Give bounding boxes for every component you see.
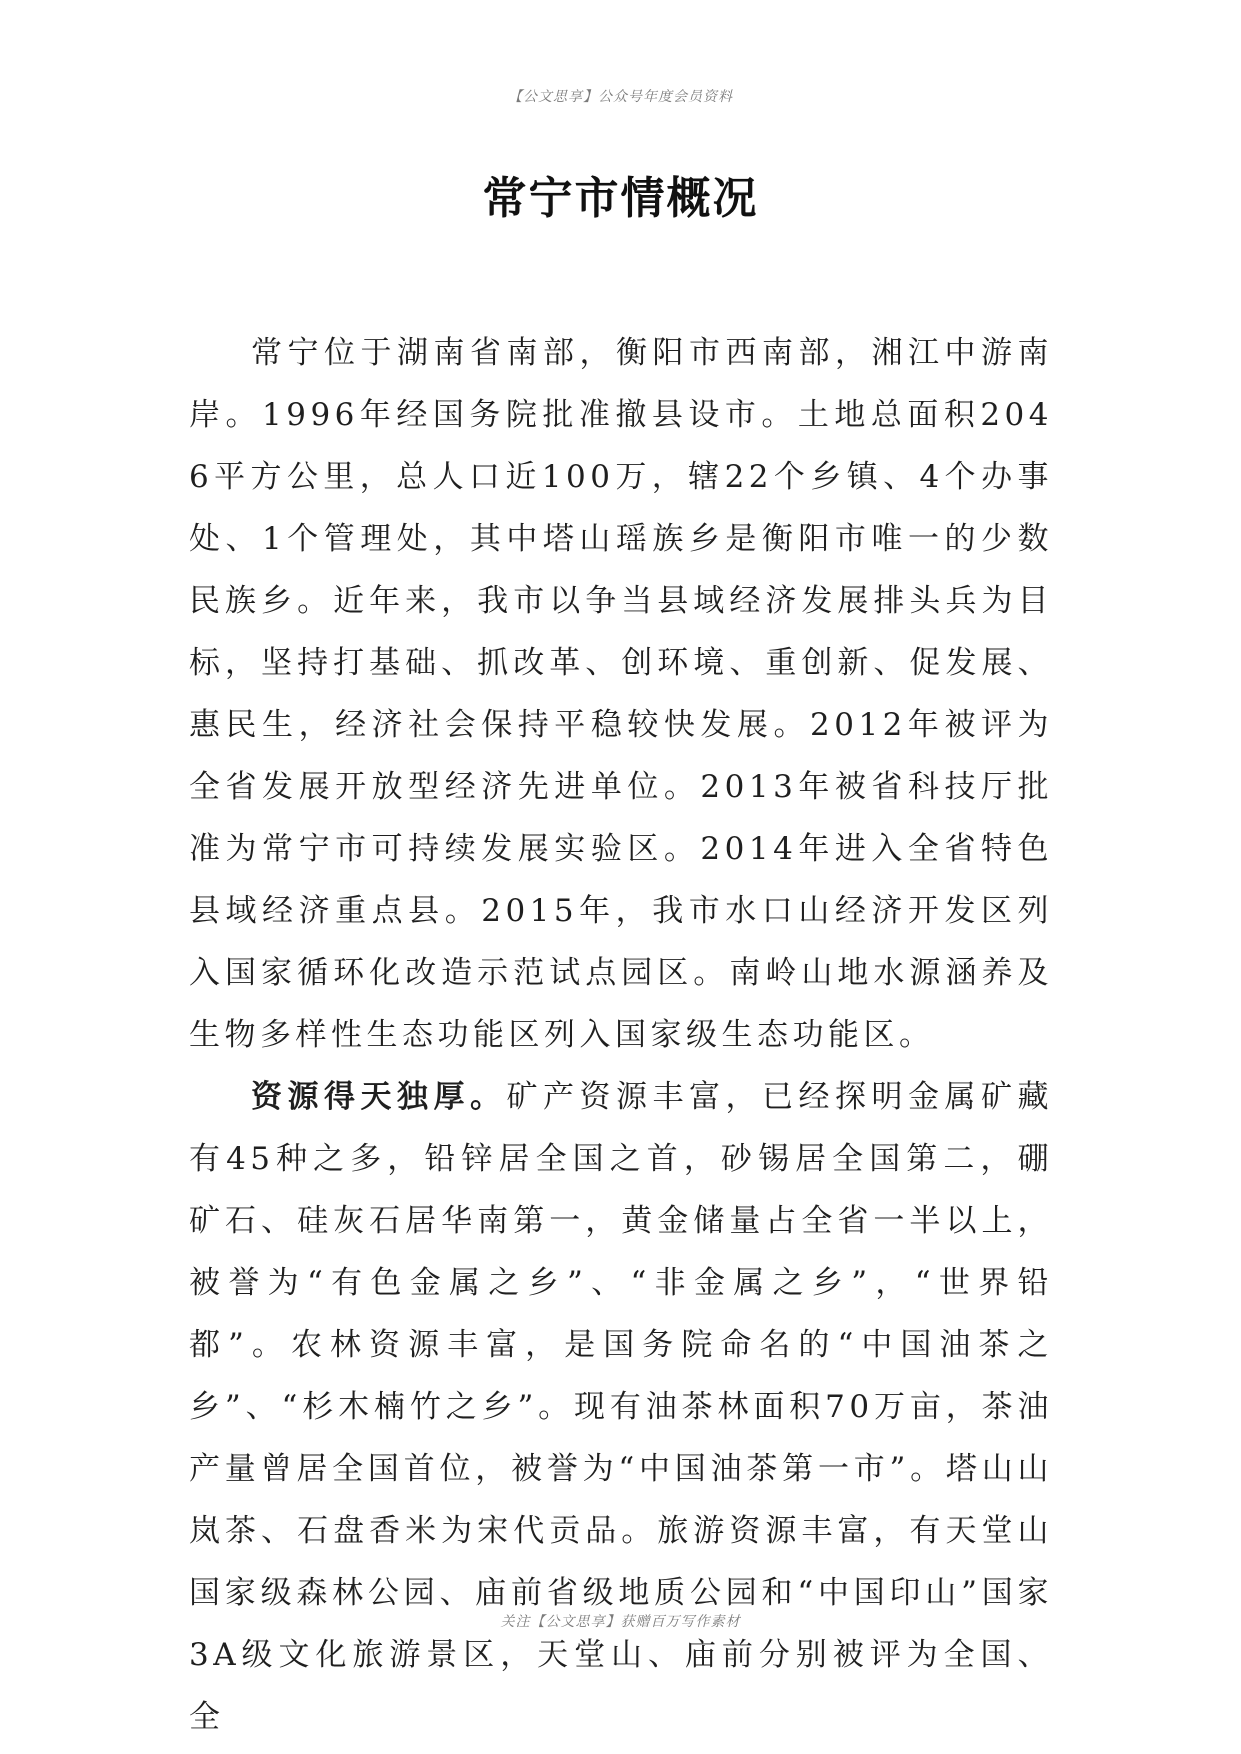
page-title: 常宁市情概况 bbox=[482, 173, 759, 224]
paragraph-text: 矿产资源丰富，已经探明金属矿藏有45种之多，铅锌居全国之首，砂锡居全国第二，硼矿石、硅灰石居华南第一，黄金储量占全省一半以上，被誉为“有色金属之乡”、“非金属之乡”，“世界铅都”。农林资源丰富，是国务院命名的“中国油茶之乡”、“杉木楠竹之乡”。现有油茶林面积70万亩，茶油产量曾居全国首位，被誉为“中国油茶第一市”。塔山山岚茶、石盘香米为宋代贡品。旅游资源丰富，有天堂山国家级森林公园、庙前省级地质公园和“中国印山”国家3A级文化旅游景区，天堂山、庙前分别被评为全国、全 bbox=[189, 1079, 1053, 1735]
paragraph-resources bbox=[189, 1066, 1053, 1748]
header-note: 【公文思享】公众号年度会员资料 bbox=[508, 89, 733, 105]
paragraph-lead: 资源得天独厚。 bbox=[251, 1079, 507, 1115]
paragraph-text: 常宁位于湖南省南部，衡阳市西南部，湘江中游南岸。1996年经国务院批准撤县设市。土地总面积2046平方公里，总人口近100万，辖22个乡镇、4个办事处、1个管理处，其中塔山瑶族乡是衡阳市唯一的少数民族乡。近年来，我市以争当县域经济发展排头兵为目标，坚持打基础、抓改革、创环境、重创新、促发展、惠民生，经济社会保持平稳较快发展。2012年被评为全省发展开放型经济先进单位。2013年被省科技厅批准为常宁市可持续发展实验区。2014年进入全省特色县域经济重点县。2015年，我市水口山经济开发区列入国家循环化改造示范试点园区。南岭山地水源涵养及生物多样性生态功能区列入国家级生态功能区。 bbox=[189, 335, 1053, 1053]
document-body bbox=[189, 322, 1053, 1748]
footer-note: 关注【公文思享】获赠百万写作素材 bbox=[500, 1614, 741, 1630]
paragraph-intro bbox=[189, 322, 1053, 1066]
